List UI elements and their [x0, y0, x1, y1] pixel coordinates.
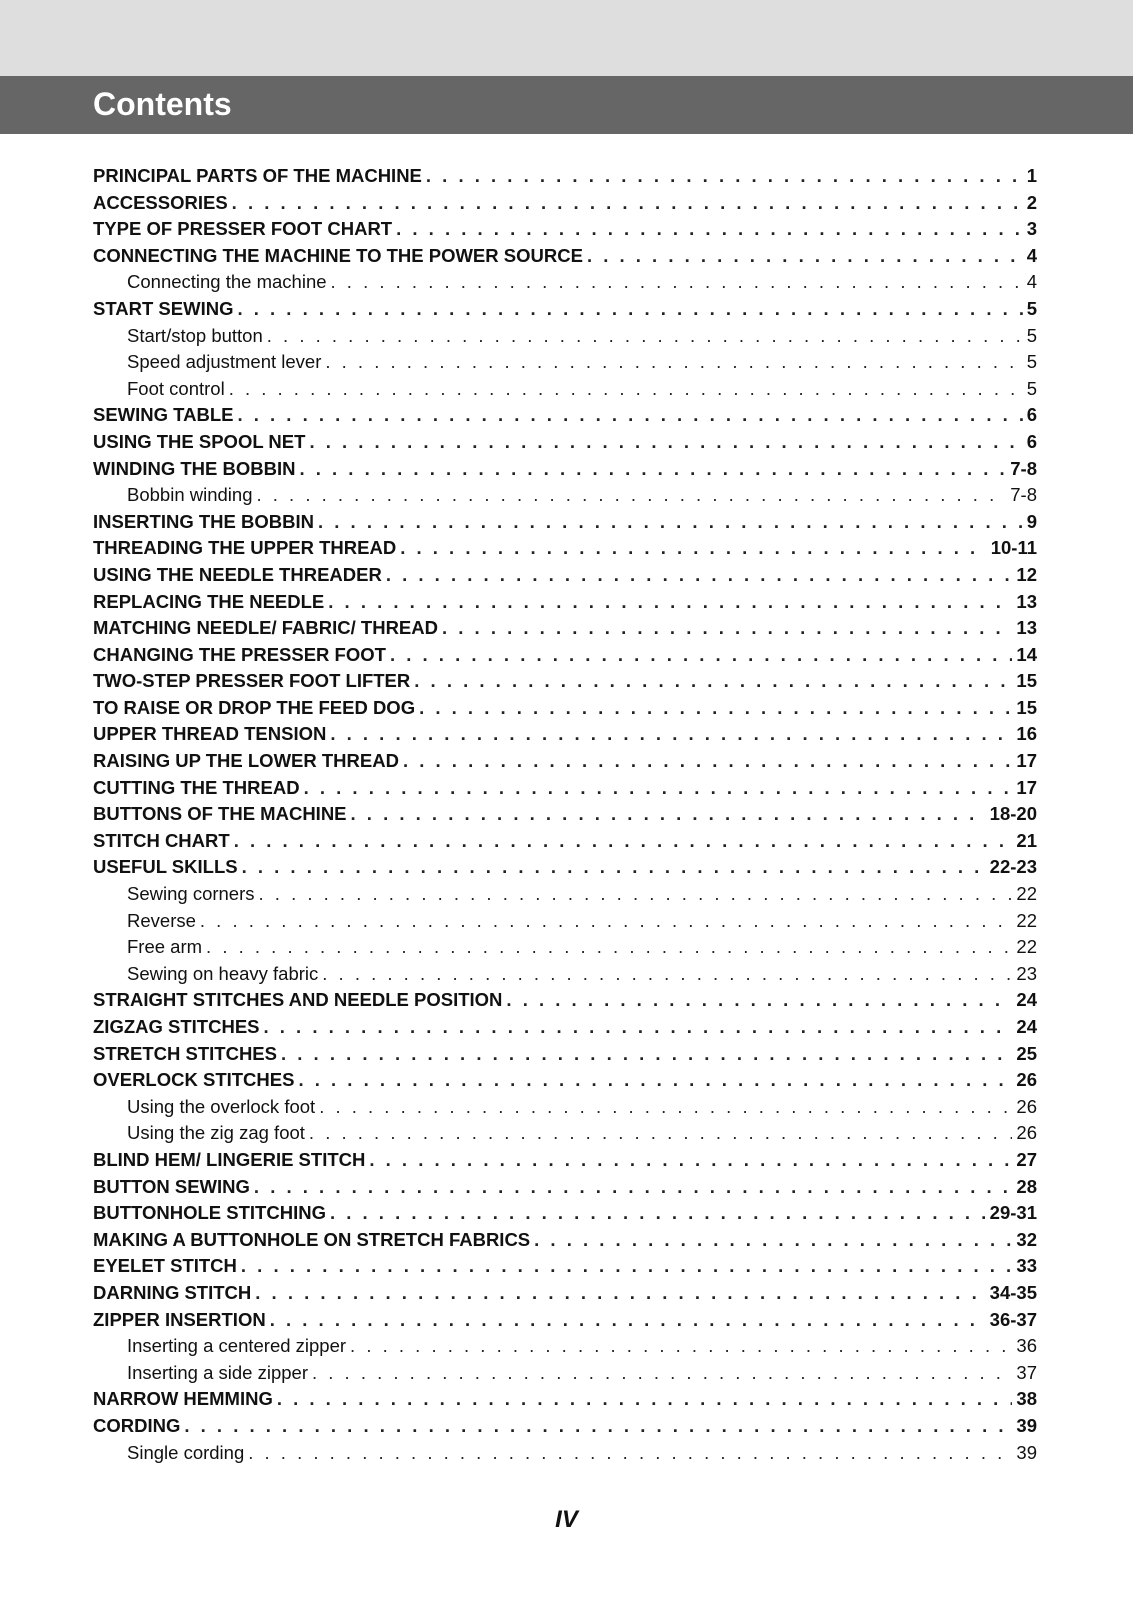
toc-entry-title: Sewing corners: [127, 883, 255, 905]
toc-entry[interactable]: [93, 775, 1037, 802]
toc-entry-page: 12: [1016, 563, 1037, 585]
toc-entry[interactable]: [93, 1413, 1037, 1440]
toc-subentry[interactable]: [93, 1333, 1037, 1360]
toc-entry[interactable]: [93, 190, 1037, 217]
dot-leader: [309, 1120, 1013, 1147]
toc-entry-page: 39: [1016, 1414, 1037, 1436]
dot-leader: [331, 269, 1023, 296]
toc-entry-title: BLIND HEM/ LINGERIE STITCH: [93, 1148, 366, 1170]
dot-leader: [419, 695, 1012, 722]
toc-subentry[interactable]: [93, 1360, 1037, 1387]
toc-entry-title: NARROW HEMMING: [93, 1388, 273, 1410]
toc-entry-page: 39: [1016, 1441, 1037, 1463]
toc-entry-title: Reverse: [127, 909, 196, 931]
toc-entry-page: 6: [1026, 404, 1037, 426]
title-bar: [0, 76, 1133, 134]
toc-entry[interactable]: [93, 1200, 1037, 1227]
toc-entry-page: 33: [1016, 1255, 1037, 1277]
dot-leader: [270, 1307, 986, 1334]
toc-entry[interactable]: [93, 748, 1037, 775]
toc-entry[interactable]: [93, 1174, 1037, 1201]
dot-leader: [256, 482, 1006, 509]
toc-entry-page: 7-8: [1010, 484, 1037, 506]
dot-leader: [330, 721, 1012, 748]
dot-leader: [390, 642, 1012, 669]
toc-entry-title: CUTTING THE THREAD: [93, 776, 300, 798]
dot-leader: [242, 854, 986, 881]
toc-entry-page: 1: [1026, 165, 1037, 186]
toc-entry-page: 13: [1016, 590, 1037, 612]
toc-entry[interactable]: [93, 854, 1037, 881]
dot-leader: [255, 1280, 985, 1307]
toc-entry-title: MATCHING NEEDLE/ FABRIC/ THREAD: [93, 617, 438, 639]
toc-entry[interactable]: [93, 721, 1037, 748]
toc-subentry[interactable]: [93, 349, 1037, 376]
dot-leader: [328, 589, 1012, 616]
toc-entry-title: TO RAISE OR DROP THE FEED DOG: [93, 696, 416, 718]
toc-subentry[interactable]: [93, 908, 1037, 935]
toc-entry-title: Sewing on heavy fabric: [127, 962, 319, 984]
toc-subentry[interactable]: [93, 1440, 1037, 1467]
toc-entry-page: 26: [1016, 1095, 1037, 1117]
toc-entry-page: 28: [1016, 1175, 1037, 1197]
toc-entry-page: 4: [1026, 271, 1037, 293]
toc-entry-page: 3: [1026, 218, 1037, 240]
toc-entry[interactable]: [93, 1147, 1037, 1174]
page-number: IV: [555, 1506, 578, 1533]
dot-leader: [298, 1067, 1012, 1094]
dot-leader: [267, 323, 1023, 350]
toc-entry[interactable]: [93, 402, 1037, 429]
toc-entry[interactable]: [93, 243, 1037, 270]
toc-entry-page: 37: [1016, 1361, 1037, 1383]
toc-entry-page: 5: [1026, 377, 1037, 399]
dot-leader: [325, 349, 1022, 376]
toc-entry-page: 22: [1016, 883, 1037, 905]
dot-leader: [304, 775, 1013, 802]
dot-leader: [277, 1386, 1013, 1413]
toc-entry-page: 17: [1016, 750, 1037, 772]
dot-leader: [309, 429, 1022, 456]
toc-entry-page: 22: [1016, 909, 1037, 931]
toc-entry-page: 16: [1016, 723, 1037, 745]
dot-leader: [318, 509, 1023, 536]
toc-entry-page: 17: [1016, 776, 1037, 798]
toc-entry[interactable]: [93, 163, 1037, 190]
toc-entry-title: DARNING STITCH: [93, 1281, 252, 1303]
dot-leader: [322, 961, 1012, 988]
toc-entry-page: 26: [1016, 1122, 1037, 1144]
dot-leader: [350, 1333, 1012, 1360]
toc-entry-page: 5: [1026, 351, 1037, 373]
dot-leader: [319, 1094, 1012, 1121]
toc-entry-title: EYELET STITCH: [93, 1255, 237, 1277]
toc-entry-title: Bobbin winding: [127, 484, 253, 506]
toc-entry-title: STITCH CHART: [93, 829, 230, 851]
toc-entry-page: 15: [1016, 696, 1037, 718]
dot-leader: [369, 1147, 1012, 1174]
dot-leader: [206, 934, 1012, 961]
toc-entry-page: 10-11: [990, 537, 1037, 559]
toc-entry[interactable]: [93, 1067, 1037, 1094]
toc-entry-title: Inserting a side zipper: [127, 1361, 308, 1383]
toc-entry-page: 27: [1016, 1148, 1037, 1170]
toc-entry-page: 6: [1026, 430, 1037, 452]
toc-entry-title: MAKING A BUTTONHOLE ON STRETCH FABRICS: [93, 1228, 531, 1250]
toc-entry-title: CORDING: [93, 1414, 181, 1436]
toc-entry[interactable]: [93, 589, 1037, 616]
toc-entry-title: RAISING UP THE LOWER THREAD: [93, 750, 399, 772]
toc-entry-title: CONNECTING THE MACHINE TO THE POWER SOURCE: [93, 244, 583, 266]
dot-leader: [232, 190, 1023, 217]
toc-entry-title: TWO-STEP PRESSER FOOT LIFTER: [93, 670, 411, 692]
toc-entry[interactable]: [93, 429, 1037, 456]
dot-leader: [587, 243, 1023, 270]
dot-leader: [396, 216, 1023, 243]
toc-entry-page: 21: [1016, 829, 1037, 851]
toc-entry-page: 36-37: [989, 1308, 1037, 1330]
dot-leader: [264, 1014, 1013, 1041]
dot-leader: [259, 881, 1013, 908]
toc-entry-page: 18-20: [989, 803, 1037, 825]
toc-entry[interactable]: [93, 987, 1037, 1014]
toc-entry-title: STRETCH STITCHES: [93, 1042, 277, 1064]
table-of-contents: [93, 163, 1037, 1466]
toc-entry-title: USEFUL SKILLS: [93, 856, 238, 878]
dot-leader: [184, 1413, 1012, 1440]
toc-entry-page: 23: [1016, 962, 1037, 984]
toc-entry[interactable]: [93, 562, 1037, 589]
toc-entry-title: ZIGZAG STITCHES: [93, 1016, 260, 1037]
toc-subentry[interactable]: [93, 323, 1037, 350]
toc-entry-title: Speed adjustment lever: [127, 351, 322, 373]
toc-entry-title: ZIPPER INSERTION: [93, 1308, 266, 1330]
toc-entry[interactable]: [93, 1280, 1037, 1307]
dot-leader: [426, 163, 1023, 190]
toc-entry-title: THREADING THE UPPER THREAD: [93, 537, 397, 559]
dot-leader: [241, 1253, 1013, 1280]
toc-entry-page: 22-23: [989, 856, 1037, 878]
toc-entry-page: 36: [1016, 1335, 1037, 1357]
dot-leader: [281, 1041, 1012, 1068]
dot-leader: [442, 615, 1012, 642]
dot-leader: [200, 908, 1013, 935]
toc-subentry[interactable]: [93, 1120, 1037, 1147]
toc-entry-title: Using the zig zag foot: [127, 1122, 305, 1144]
toc-entry-title: Connecting the machine: [127, 271, 327, 293]
toc-entry-page: 5: [1026, 297, 1037, 319]
toc-entry-page: 5: [1026, 324, 1037, 346]
toc-entry-page: 15: [1016, 670, 1037, 692]
toc-subentry[interactable]: [93, 269, 1037, 296]
toc-entry-title: REPLACING THE NEEDLE: [93, 590, 325, 612]
dot-leader: [312, 1360, 1012, 1387]
toc-entry[interactable]: [93, 509, 1037, 536]
dot-leader: [506, 987, 1012, 1014]
toc-entry-page: 2: [1026, 191, 1037, 213]
toc-subentry[interactable]: [93, 482, 1037, 509]
toc-entry-page: 29-31: [989, 1202, 1037, 1224]
toc-entry-title: UPPER THREAD TENSION: [93, 723, 327, 745]
toc-entry-page: 4: [1026, 244, 1037, 266]
toc-entry-page: 14: [1016, 643, 1037, 665]
toc-entry-title: CHANGING THE PRESSER FOOT: [93, 643, 386, 665]
dot-leader: [299, 456, 1006, 483]
toc-subentry[interactable]: [93, 961, 1037, 988]
toc-entry[interactable]: [93, 801, 1037, 828]
toc-subentry[interactable]: [93, 934, 1037, 961]
toc-entry[interactable]: [93, 216, 1037, 243]
toc-entry-title: BUTTONS OF THE MACHINE: [93, 803, 347, 825]
toc-entry[interactable]: [93, 615, 1037, 642]
toc-entry-title: PRINCIPAL PARTS OF THE MACHINE: [93, 165, 422, 186]
toc-entry-title: INSERTING THE BOBBIN: [93, 510, 314, 532]
toc-entry-page: 25: [1016, 1042, 1037, 1064]
dot-leader: [403, 748, 1012, 775]
toc-entry-page: 26: [1016, 1069, 1037, 1091]
top-margin-band: [0, 0, 1133, 76]
toc-entry-page: 13: [1016, 617, 1037, 639]
dot-leader: [254, 1174, 1013, 1201]
toc-entry-title: STRAIGHT STITCHES AND NEEDLE POSITION: [93, 989, 503, 1011]
toc-entry-title: ACCESSORIES: [93, 191, 228, 213]
toc-entry-title: OVERLOCK STITCHES: [93, 1069, 295, 1091]
toc-entry-title: TYPE OF PRESSER FOOT CHART: [93, 218, 393, 240]
toc-entry-page: 32: [1016, 1228, 1037, 1250]
toc-entry[interactable]: [93, 695, 1037, 722]
dot-leader: [414, 668, 1012, 695]
toc-entry[interactable]: [93, 1253, 1037, 1280]
dot-leader: [237, 402, 1022, 429]
toc-entry-page: 38: [1016, 1388, 1037, 1410]
toc-entry-page: 24: [1016, 989, 1037, 1011]
toc-entry[interactable]: [93, 456, 1037, 483]
toc-entry[interactable]: [93, 1307, 1037, 1334]
toc-entry[interactable]: [93, 668, 1037, 695]
dot-leader: [534, 1227, 1012, 1254]
toc-entry-title: SEWING TABLE: [93, 404, 234, 426]
toc-entry-title: WINDING THE BOBBIN: [93, 457, 296, 479]
page-title: Contents: [93, 86, 232, 122]
toc-entry-title: Free arm: [127, 936, 203, 958]
toc-entry[interactable]: [93, 1386, 1037, 1413]
toc-entry[interactable]: [93, 1227, 1037, 1254]
toc-entry-title: START SEWING: [93, 297, 234, 319]
dot-leader: [330, 1200, 986, 1227]
dot-leader: [386, 562, 1013, 589]
toc-entry-title: BUTTONHOLE STITCHING: [93, 1202, 326, 1224]
toc-entry-title: Foot control: [127, 377, 225, 399]
toc-entry[interactable]: [93, 1041, 1037, 1068]
dot-leader: [248, 1440, 1012, 1467]
toc-entry-page: 34-35: [989, 1281, 1037, 1303]
toc-entry-title: Using the overlock foot: [127, 1095, 316, 1117]
dot-leader: [237, 296, 1022, 323]
toc-entry[interactable]: [93, 642, 1037, 669]
toc-entry-page: 24: [1016, 1016, 1037, 1037]
toc-entry-title: Single cording: [127, 1441, 245, 1463]
toc-entry[interactable]: [93, 828, 1037, 855]
toc-entry[interactable]: [93, 1014, 1037, 1041]
toc-entry-page: 22: [1016, 936, 1037, 958]
toc-subentry[interactable]: [93, 1094, 1037, 1121]
toc-entry[interactable]: [93, 535, 1037, 562]
toc-entry-title: USING THE SPOOL NET: [93, 430, 306, 452]
dot-leader: [234, 828, 1013, 855]
toc-entry-title: Start/stop button: [127, 324, 263, 346]
toc-entry-title: USING THE NEEDLE THREADER: [93, 563, 382, 585]
dot-leader: [400, 535, 986, 562]
toc-entry-page: 7-8: [1010, 457, 1037, 479]
toc-subentry[interactable]: [93, 881, 1037, 908]
toc-subentry[interactable]: [93, 376, 1037, 403]
toc-entry-page: 9: [1026, 510, 1037, 532]
dot-leader: [351, 801, 986, 828]
toc-entry-title: Inserting a centered zipper: [127, 1335, 347, 1357]
toc-entry-title: BUTTON SEWING: [93, 1175, 250, 1197]
dot-leader: [229, 376, 1023, 403]
toc-entry[interactable]: [93, 296, 1037, 323]
